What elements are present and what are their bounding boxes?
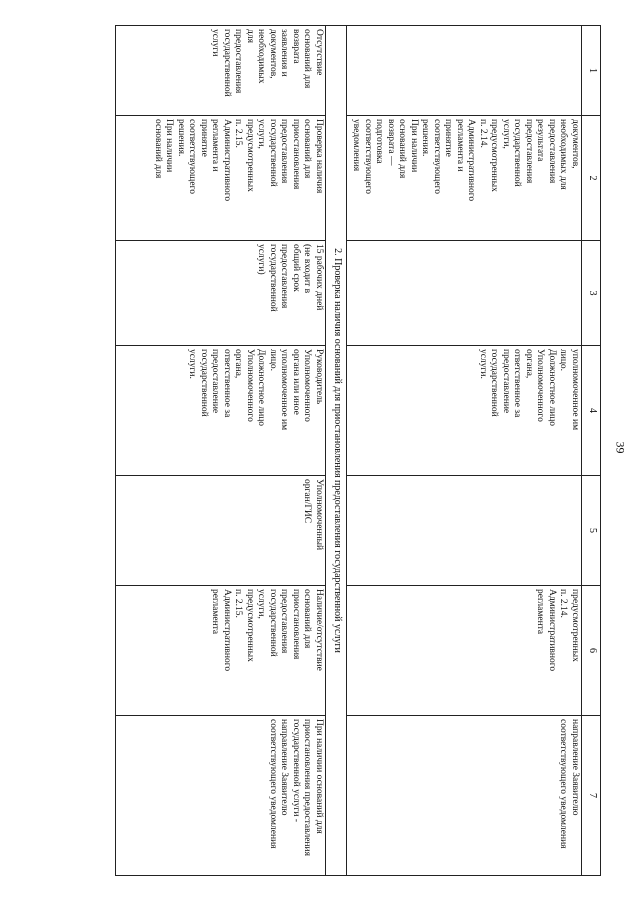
row1-col6: предусмотренных п. 2.14. Административного регламента xyxy=(347,586,582,716)
col-header-3: 3 xyxy=(582,241,601,346)
row2-col1: Отсутствие оснований для возврата заявления и документов, необходимых для предоставления государственной услуги xyxy=(116,26,326,116)
section-2-title: 2. Проверка наличия оснований для приостановления предоставления государственной услуги xyxy=(326,26,347,876)
row2-col4: Руководитель Уполномоченного органа или иное уполномоченное им лицо. Должностное лицо Уполномоченного органа, ответственное за предоставление государственной услуги. xyxy=(116,346,326,476)
row1-col7: направление Заявителю соответствующего уведомления xyxy=(347,716,582,876)
col-header-7: 7 xyxy=(582,716,601,876)
row2-col3: 15 рабочих дней (не входит в общий срок предоставления государственной услуги) xyxy=(116,241,326,346)
process-table xyxy=(115,25,601,876)
row2-col5: Уполномоченный орган/ГИС xyxy=(116,476,326,586)
row1-col5 xyxy=(347,476,582,586)
page-number: 39 xyxy=(613,441,628,454)
row1-col4: уполномоченное им лицо. Должностное лицо Уполномоченного органа, ответственное за предоставление государственной услуги. xyxy=(347,346,582,476)
col-header-2: 2 xyxy=(582,116,601,241)
row1-col3 xyxy=(347,241,582,346)
rotated-table-frame xyxy=(39,25,601,875)
col-header-4: 4 xyxy=(582,346,601,476)
header-row xyxy=(582,26,601,876)
row1-col1 xyxy=(347,26,582,116)
col-header-6: 6 xyxy=(582,586,601,716)
row1-col2: документов, необходимых для предоставления результата предоставления государственной услуги, предусмотренных п. 2.14. Административного регламента и принятие соответствующего решения. При наличии оснований для возврата — подготовка соответствующего уведомления xyxy=(347,116,582,241)
row2-col7: При наличии оснований для приостановления предоставления государственной услуги - направление Заявителю соответствующего уведомления xyxy=(116,716,326,876)
row2-col6: Наличие/отсутствие оснований для приостановления предоставления государственной услуги, предусмотренных п. 2.15. Административного регламента xyxy=(116,586,326,716)
col-header-1: 1 xyxy=(582,26,601,116)
table-row xyxy=(116,26,326,876)
col-header-5: 5 xyxy=(582,476,601,586)
row2-col2: Проверка наличия оснований для приостановления предоставления государственной услуги, предусмотренных п. 2.15. Административного регламента и принятие соответствующего решения. При наличии оснований для xyxy=(116,116,326,241)
section-row xyxy=(326,26,347,876)
table-row xyxy=(347,26,582,876)
